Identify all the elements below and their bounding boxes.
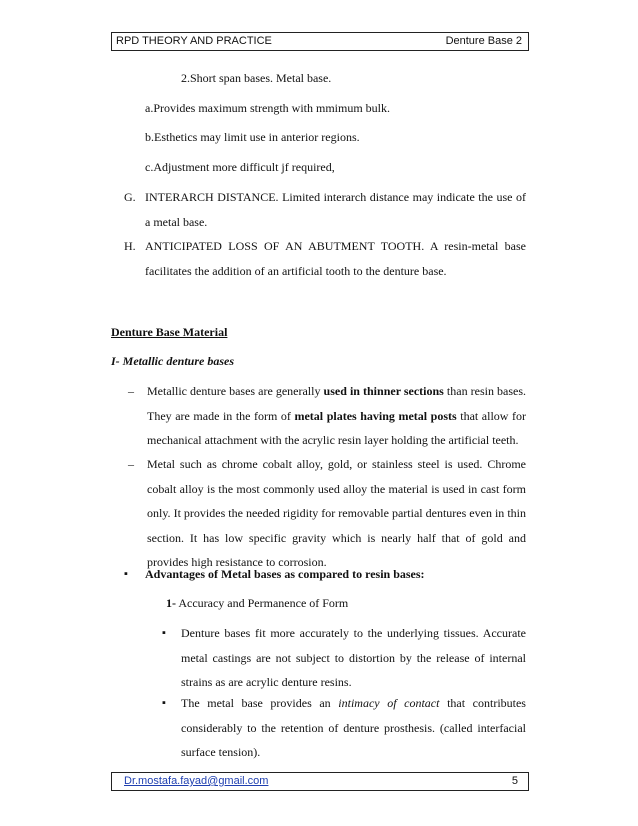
advantages-heading: Advantages of Metal bases as compared to resin bases: — [145, 567, 425, 581]
square-bullet: ▪ — [162, 627, 166, 639]
short-span-item-c: c.Adjustment more difficult jf required, — [145, 160, 335, 174]
metallic-paragraph-1: Metallic denture bases are generally used in thinner sections than resin bases. They are made in the form of metal plates having metal posts that allow for mechanical attachment with the acrylic resin layer holding the artificial teeth. — [147, 384, 527, 448]
accuracy-subheading: 1- Accuracy and Permanence of Form — [166, 596, 349, 610]
item-g-text: INTERARCH DISTANCE. Limited interarch distance may indicate the use of a metal base. — [145, 190, 526, 229]
metallic-paragraph-2: Metal such as chrome cobalt alloy, gold, or stainless steel is used. Chrome cobalt alloy is the most commonly used alloy the material is used in cast form only. It provides the needed rigidity for removable partial dentures even in thin section. It has low specific gravity which is nearly half that of gold and provides high resistance to corrosion. — [147, 457, 526, 570]
short-span-item-b: b.Esthetics may limit use in anterior regions. — [145, 130, 360, 144]
short-span-heading: 2.Short span bases. Metal base. — [181, 71, 332, 85]
material-heading: Denture Base Material — [111, 325, 228, 339]
dash-marker: – — [128, 384, 134, 398]
intimacy-bullet-text: The metal base provides an intimacy of contact that contributes considerably to the retention of denture prosthesis. (called interfacial surface tension). — [181, 696, 526, 760]
page-number: 5 — [511, 775, 518, 787]
page-footer — [111, 772, 529, 791]
item-h-marker: H. — [124, 239, 136, 253]
dash-marker: – — [128, 457, 134, 471]
header-title: RPD THEORY AND PRACTICE — [116, 35, 272, 47]
short-span-item-a: a.Provides maximum strength with mmimum bulk. — [145, 101, 390, 115]
square-bullet: ▪ — [162, 697, 166, 709]
header-section: Denture Base 2 — [445, 35, 522, 47]
item-g-marker: G. — [124, 190, 136, 204]
author-email-link[interactable]: Dr.mostafa.fayad@gmail.com — [124, 775, 269, 787]
page-header — [111, 32, 529, 51]
metallic-heading: I- Metallic denture bases — [111, 354, 234, 368]
accuracy-bullet-text: Denture bases fit more accurately to the underlying tissues. Accurate metal castings are not subject to distortion by the release of internal strains as are acrylic denture resins. — [181, 626, 526, 690]
item-h-text: ANTICIPATED LOSS OF AN ABUTMENT TOOTH. A resin-metal base facilitates the addition of an artificial tooth to the denture base. — [145, 239, 526, 278]
square-bullet: ▪ — [124, 568, 128, 580]
